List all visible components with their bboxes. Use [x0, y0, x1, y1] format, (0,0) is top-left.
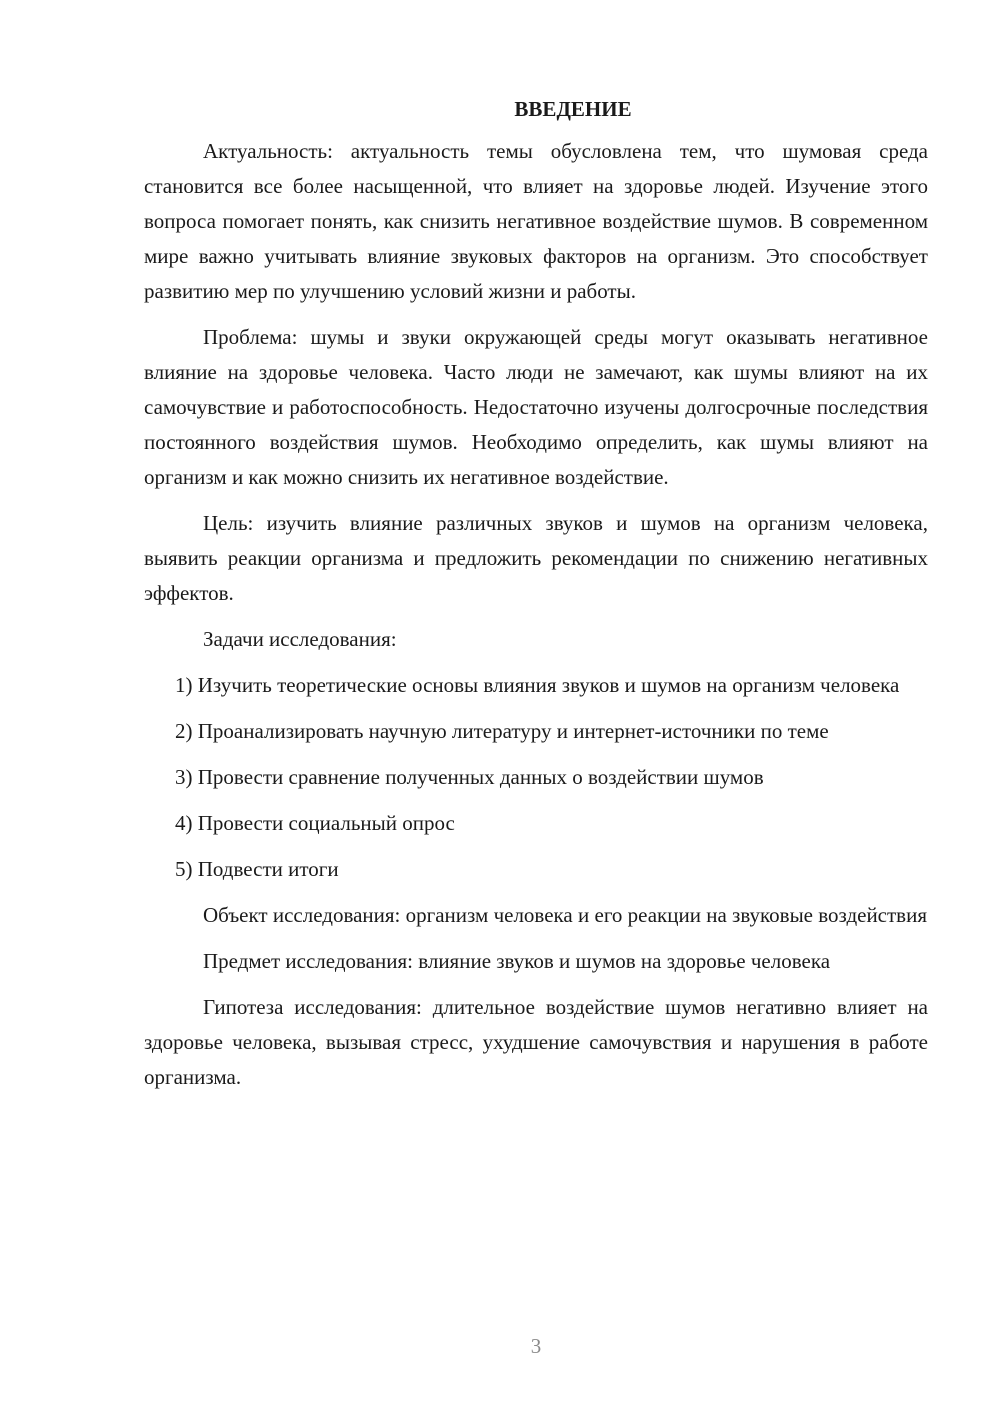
task-item-3: 3) Провести сравнение полученных данных о воздействии шумов [175, 765, 764, 789]
document-page [144, 92, 928, 1106]
object-paragraph: Объект исследования: организм человека и его реакции на звуковые воздействия [203, 903, 927, 927]
tasks-heading: Задачи исследования: [203, 627, 397, 651]
section-title: ВВЕДЕНИЕ [514, 97, 632, 121]
goal-paragraph: Цель: изучить влияние различных звуков и шумов на организм человека, выявить реакции организма и предложить рекомендации по снижению негативных эффектов. [144, 511, 928, 605]
page-number: 3 [530, 1334, 542, 1358]
relevance-paragraph: Актуальность: актуальность темы обусловлена тем, что шумовая среда становится все более насыщенной, что влияет на здоровье людей. Изучение этого вопроса помогает понять, как снизить негативное воздействие шумов. В современном мире важно учитывать влияние звуковых факторов на организм. Это способствует развитию мер по улучшению условий жизни и работы. [144, 139, 928, 303]
problem-paragraph: Проблема: шумы и звуки окружающей среды могут оказывать негативное влияние на здоровье человека. Часто люди не замечают, как шумы влияют на их самочувствие и работоспособность. Недостаточно изучены долгосрочные последствия постоянного воздействия шумов. Необходимо определить, как шумы влияют на организм и как можно снизить их негативное воздействие. [144, 325, 928, 489]
hypothesis-paragraph: Гипотеза исследования: длительное воздействие шумов негативно влияет на здоровье человека, вызывая стресс, ухудшение самочувствия и нарушения в работе организма. [144, 995, 928, 1089]
task-item-2: 2) Проанализировать научную литературу и интернет-источники по теме [175, 719, 829, 743]
task-item-1: 1) Изучить теоретические основы влияния звуков и шумов на организм человека [175, 673, 900, 697]
task-item-4: 4) Провести социальный опрос [175, 811, 455, 835]
subject-paragraph: Предмет исследования: влияние звуков и шумов на здоровье человека [203, 949, 831, 973]
task-item-5: 5) Подвести итоги [175, 857, 339, 881]
